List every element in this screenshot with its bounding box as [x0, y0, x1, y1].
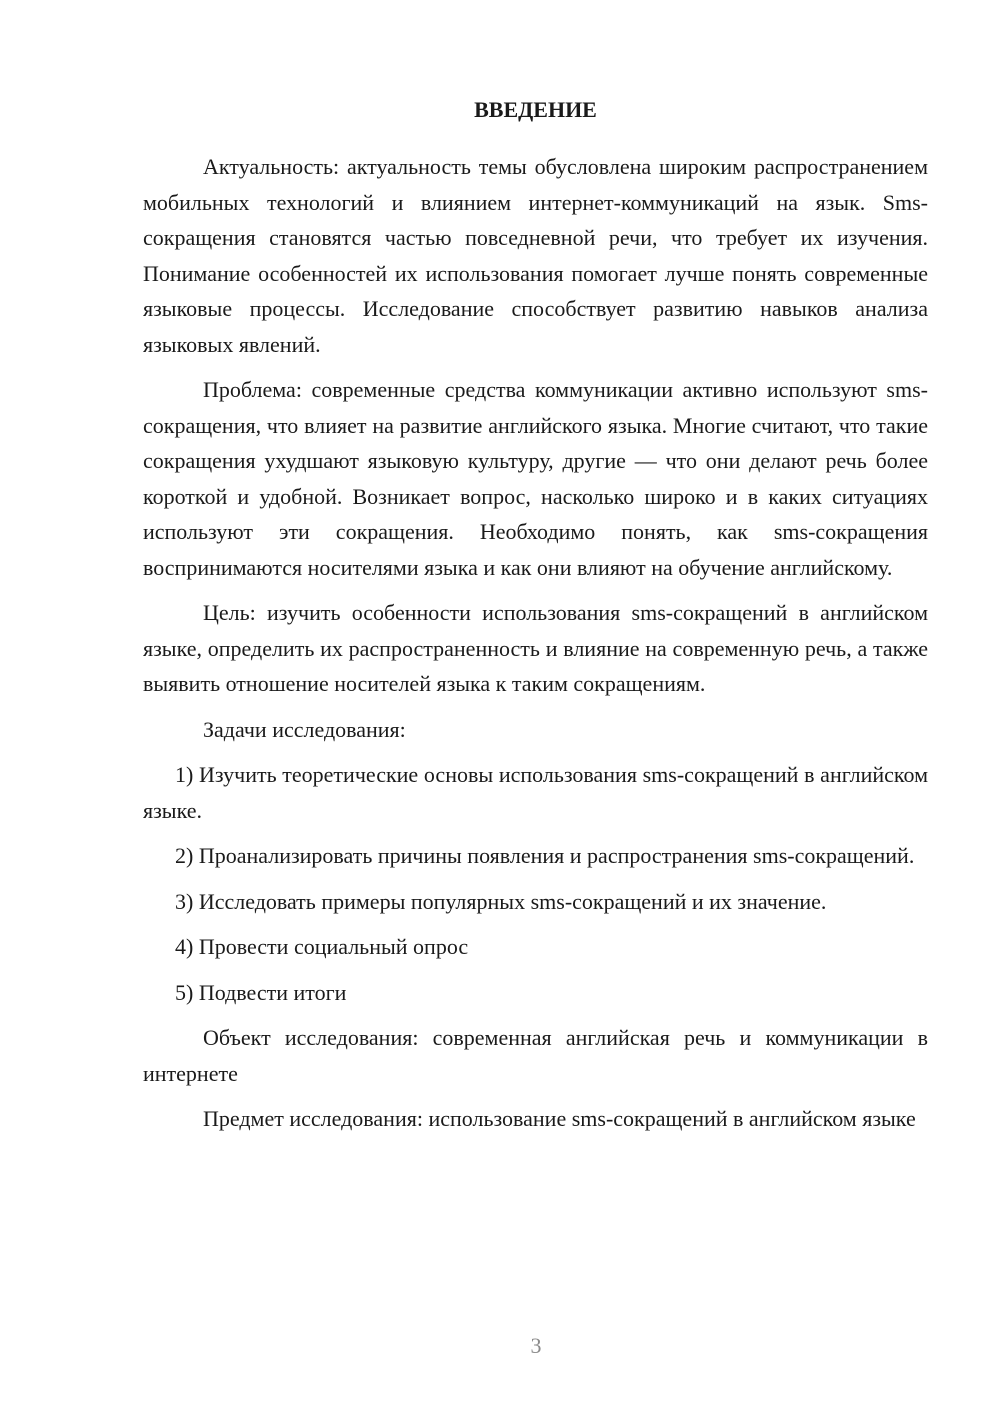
- task-item-4: 4) Провести социальный опрос: [175, 934, 469, 959]
- goal-paragraph: Цель: изучить особенности использования sms-сокращений в английском языке, определить их распространенность и влияние на современную речь, а также выявить отношение носителей языка к таким сокращениям.: [143, 600, 928, 696]
- task-item-2: 2) Проанализировать причины появления и распространения sms-сокращений.: [175, 843, 915, 868]
- subject-paragraph: Предмет исследования: использование sms-сокращений в английском языке: [203, 1106, 916, 1131]
- section-heading: ВВЕДЕНИЕ: [474, 97, 597, 122]
- problem-paragraph: Проблема: современные средства коммуникации активно используют sms-сокращения, что влияет на развитие английского языка. Многие считают, что такие сокращения ухудшают языковую культуру, другие — что они делают речь более короткой и удобной. Возникает вопрос, насколько широко и в каких ситуациях используют эти сокращения. Необходимо понять, как sms-сокращения воспринимаются носителями языка и как они влияют на обучение английскому.: [143, 377, 928, 580]
- relevance-paragraph: Актуальность: актуальность темы обусловлена широким распространением мобильных технологий и влиянием интернет-коммуникаций на язык. Sms-сокращения становятся частью повседневной речи, что требует их изучения. Понимание особенностей их использования помогает лучше понять современные языковые процессы. Исследование способствует развитию навыков анализа языковых явлений.: [143, 154, 928, 357]
- object-paragraph: Объект исследования: современная английская речь и коммуникации в интернете: [143, 1025, 928, 1086]
- document-page: [143, 92, 928, 1147]
- task-item-5: 5) Подвести итоги: [175, 979, 347, 1005]
- page-number: 3: [530, 1333, 542, 1358]
- task-item-3: 3) Исследовать примеры популярных sms-сокращений и их значение.: [175, 888, 827, 914]
- tasks-title: Задачи исследования:: [203, 716, 406, 742]
- task-item-1: 1) Изучить теоретические основы использования sms-сокращений в английском языке.: [143, 762, 928, 823]
